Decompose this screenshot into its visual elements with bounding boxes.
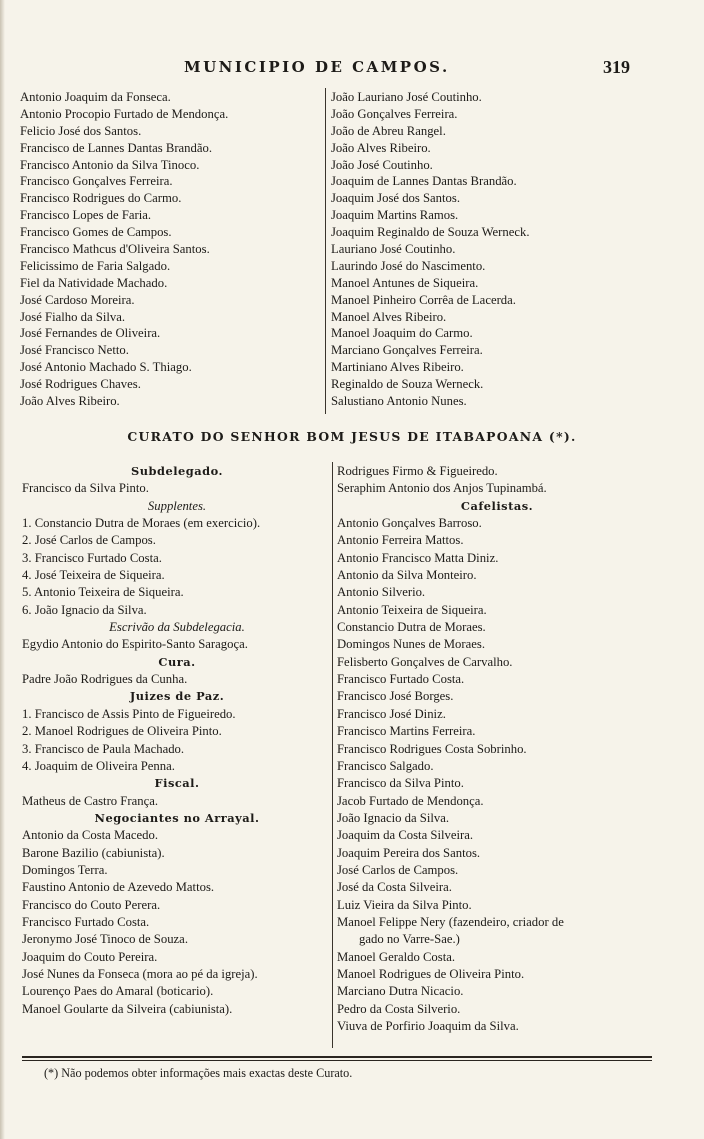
- cafelista-item: Francisco Furtado Costa.: [337, 672, 465, 687]
- cafelista-item: Manoel Rodrigues de Oliveira Pinto.: [337, 966, 525, 981]
- footer-rule-thick: [22, 1056, 652, 1058]
- cafelista-item: Viuva de Porfirio Joaquim da Silva.: [337, 1019, 519, 1033]
- cafelista-item: Marciano Dutra Nicacio.: [337, 984, 464, 999]
- cafelista-item: Luiz Vieira da Silva Pinto.: [337, 897, 472, 912]
- cafelista-item: Antonio Gonçalves Barroso.: [337, 516, 482, 531]
- page-number: 319: [603, 57, 630, 77]
- list-item: Felicio José dos Santos.: [20, 123, 142, 138]
- footer-rule-thin: [22, 1060, 652, 1061]
- negociante-item: Joaquim do Couto Pereira.: [22, 949, 158, 964]
- juizes-heading: Juizes de Paz.: [129, 689, 225, 704]
- top-right-name-list: [331, 89, 661, 410]
- list-item: Francisco Mathcus d'Oliveira Santos.: [20, 242, 210, 257]
- list-item: Francisco de Lannes Dantas Brandão.: [20, 140, 213, 155]
- subdelegado-heading: Subdelegado.: [131, 464, 223, 478]
- escrivao-heading: Escrivão da Subdelegacia.: [109, 620, 245, 635]
- list-item: Joaquim Reginaldo de Souza Werneck.: [331, 225, 530, 240]
- list-item: José Francisco Netto.: [20, 343, 129, 358]
- negociantes-continued-list: [337, 463, 657, 498]
- suplentes-list: [22, 515, 332, 619]
- negociantes-list: [22, 827, 332, 1018]
- page-binding-edge: [0, 0, 5, 1139]
- list-item: João Alves Ribeiro.: [331, 140, 431, 155]
- list-item: Joaquim José dos Santos.: [331, 191, 460, 206]
- negociante-item: Barone Bazilio (cabiunista).: [22, 845, 165, 860]
- cafelista-item: Joaquim da Costa Silveira.: [337, 828, 474, 843]
- list-item: José Cardoso Moreira.: [20, 292, 135, 307]
- list-item: Francisco Rodrigues do Carmo.: [20, 191, 182, 206]
- bottom-column-divider: [332, 462, 333, 1048]
- cafelista-item: Francisco Rodrigues Costa Sobrinho.: [337, 741, 527, 756]
- top-left-name-list: [20, 89, 325, 410]
- cafelista-item: José Carlos de Campos.: [337, 862, 459, 877]
- cafelista-item: Joaquim Pereira dos Santos.: [337, 845, 481, 860]
- cafelista-item: João Ignacio da Silva.: [337, 810, 450, 825]
- juizes-list: [22, 706, 332, 775]
- cafelista-item: Jacob Furtado de Mendonça.: [337, 793, 484, 808]
- suplente-item: 1. Constancio Dutra de Moraes (em exercicio).: [22, 516, 261, 531]
- section-title: CURATO DO SENHOR BOM JESUS DE ITABAPOANA (*).: [127, 429, 577, 444]
- list-item: Martiniano Alves Ribeiro.: [331, 360, 464, 375]
- suplente-item: 5. Antonio Teixeira de Siqueira.: [22, 585, 184, 600]
- list-item: Marciano Gonçalves Ferreira.: [331, 343, 483, 358]
- cafelista-item: Pedro da Costa Silverio.: [337, 1001, 461, 1016]
- juiz-item: 2. Manoel Rodrigues de Oliveira Pinto.: [22, 724, 222, 739]
- list-item: Joaquim Martins Ramos.: [331, 208, 459, 223]
- cafelista-item: gado no Varre-Sae.): [359, 932, 460, 947]
- list-item: Francisco Antonio da Silva Tinoco.: [20, 157, 200, 172]
- list-item: José Rodrigues Chaves.: [20, 377, 141, 392]
- list-item: José Antonio Machado S. Thiago.: [20, 360, 192, 375]
- list-item: Francisco Lopes de Faria.: [20, 208, 152, 223]
- negociantes-heading: Negociantes no Arrayal.: [94, 810, 260, 825]
- cafelista-item: Manoel Geraldo Costa.: [337, 949, 456, 964]
- left-column: [22, 463, 332, 1018]
- cafelista-item: Francisco Martins Ferreira.: [337, 724, 476, 739]
- cafelista-item: Antonio Ferreira Mattos.: [337, 533, 464, 548]
- suplentes-heading: Supplentes.: [147, 498, 207, 513]
- negociante-item: Antonio da Costa Macedo.: [22, 828, 159, 843]
- list-item: Reginaldo de Souza Werneck.: [331, 377, 484, 392]
- list-item: João Alves Ribeiro.: [20, 394, 120, 409]
- cafelista-item: Antonio Francisco Matta Diniz.: [337, 550, 499, 565]
- cafelista-item: Francisco José Borges.: [337, 689, 454, 704]
- negociante-item: Jeronymo José Tinoco de Souza.: [22, 932, 188, 947]
- cafelista-item: Manoel Felippe Nery (fazendeiro, criador de: [337, 914, 564, 929]
- cura-heading: Cura.: [158, 654, 196, 669]
- negociante-item: Domingos Terra.: [22, 862, 108, 877]
- list-item: Felicissimo de Faria Salgado.: [20, 258, 171, 273]
- suplente-item: 6. João Ignacio da Silva.: [22, 602, 147, 617]
- escrivao-name: Egydio Antonio do Espirito-Santo Saragoça.: [22, 637, 248, 652]
- list-item: Lauriano José Coutinho.: [331, 242, 456, 257]
- cafelista-item: Antonio Silverio.: [337, 585, 426, 600]
- cafelista-item: Antonio da Silva Monteiro.: [337, 568, 477, 583]
- juiz-item: 4. Joaquim de Oliveira Penna.: [22, 758, 175, 773]
- right-column: [337, 463, 657, 1035]
- juiz-item: 3. Francisco de Paula Machado.: [22, 741, 185, 756]
- page-header: [0, 58, 704, 82]
- list-item: Antonio Procopio Furtado de Mendonça.: [20, 106, 229, 121]
- list-item: Manoel Antunes de Siqueira.: [331, 275, 479, 290]
- list-item: Francisco Gonçalves Ferreira.: [20, 174, 173, 189]
- negociante-item: Seraphim Antonio dos Anjos Tupinambá.: [337, 481, 547, 496]
- list-item: João de Abreu Rangel.: [331, 123, 446, 138]
- fiscal-heading: Fiscal.: [154, 776, 200, 791]
- list-item: João Lauriano José Coutinho.: [331, 90, 482, 104]
- subdelegado-name: Francisco da Silva Pinto.: [22, 481, 149, 496]
- negociante-item: Lourenço Paes do Amaral (boticario).: [22, 984, 214, 999]
- list-item: Manoel Pinheiro Corrêa de Lacerda.: [331, 292, 516, 307]
- list-item: Laurindo José do Nascimento.: [331, 258, 486, 273]
- cafelistas-list: [337, 515, 657, 1035]
- list-item: José Fialho da Silva.: [20, 309, 126, 324]
- list-item: Manoel Joaquim do Carmo.: [331, 326, 473, 341]
- top-column-divider: [325, 88, 326, 414]
- list-item: Salustiano Antonio Nunes.: [331, 394, 467, 409]
- cafelistas-heading: Cafelistas.: [460, 498, 534, 513]
- juiz-item: 1. Francisco de Assis Pinto de Figueiredo.: [22, 706, 236, 721]
- suplente-item: 2. José Carlos de Campos.: [22, 533, 156, 548]
- list-item: Manoel Alves Ribeiro.: [331, 309, 447, 324]
- list-item: João Gonçalves Ferreira.: [331, 106, 458, 121]
- list-item: Francisco Gomes de Campos.: [20, 225, 172, 240]
- cura-name: Padre João Rodrigues da Cunha.: [22, 672, 188, 687]
- fiscal-name: Matheus de Castro França.: [22, 793, 159, 808]
- cafelista-item: Antonio Teixeira de Siqueira.: [337, 602, 487, 617]
- negociante-item: Manoel Goularte da Silveira (cabiunista).: [22, 1001, 233, 1016]
- suplente-item: 3. Francisco Furtado Costa.: [22, 550, 162, 565]
- list-item: Antonio Joaquim da Fonseca.: [20, 90, 171, 104]
- negociante-item: Francisco do Couto Perera.: [22, 897, 161, 912]
- footnote: (*) Não podemos obter informações mais exactas deste Curato.: [44, 1066, 353, 1080]
- cafelista-item: Francisco da Silva Pinto.: [337, 776, 464, 791]
- list-item: Fiel da Natividade Machado.: [20, 275, 168, 290]
- negociante-item: Francisco Furtado Costa.: [22, 914, 150, 929]
- cafelista-item: Felisberto Gonçalves de Carvalho.: [337, 654, 513, 669]
- cafelista-item: Domingos Nunes de Moraes.: [337, 637, 486, 652]
- cafelista-item: Francisco Salgado.: [337, 758, 434, 773]
- list-item: Joaquim de Lannes Dantas Brandão.: [331, 174, 517, 189]
- header-title: MUNICIPIO DE CAMPOS.: [184, 58, 450, 76]
- list-item: José Fernandes de Oliveira.: [20, 326, 161, 341]
- list-item: João José Coutinho.: [331, 157, 433, 172]
- cafelista-item: Francisco José Diniz.: [337, 706, 446, 721]
- negociante-item: José Nunes da Fonseca (mora ao pé da igreja).: [22, 966, 258, 981]
- cafelista-item: Constancio Dutra de Moraes.: [337, 620, 486, 635]
- negociante-item: Faustino Antonio de Azevedo Mattos.: [22, 880, 215, 895]
- negociante-item: Rodrigues Firmo & Figueiredo.: [337, 464, 498, 478]
- suplente-item: 4. José Teixeira de Siqueira.: [22, 568, 165, 583]
- cafelista-item: José da Costa Silveira.: [337, 880, 452, 895]
